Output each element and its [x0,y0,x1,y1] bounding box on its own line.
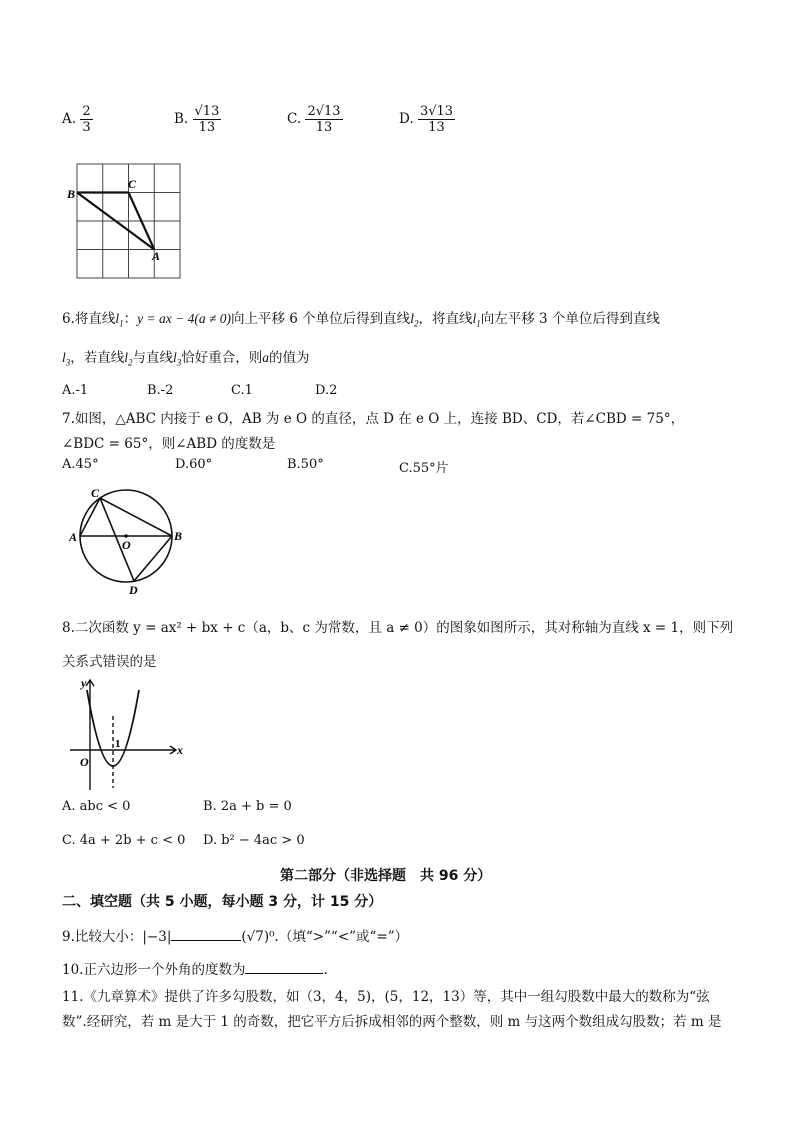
q8-line1: 8.二次函数 y = ax² + bx + c（a，b、c 为常数，且 a ≠ 0）的图象如图所示，其对称轴为直线 x = 1，则下列 [62,620,734,636]
q10-end: . [323,962,328,978]
q9-prefix: 9.比较大小：|−3| [62,929,172,945]
option-label: D. [399,111,414,127]
q6-text: 向左平移 3 个单位后得到直线 [480,311,660,327]
vertex-label-b: B [67,187,76,201]
l2-symbol: $l_2$ [124,350,133,368]
l1-symbol: $l_1$ [115,311,124,329]
l3-symbol: $l_3$ [173,350,182,368]
section-heading: 二、填空题（共 5 小题，每小题 3 分，计 15 分） [62,894,383,910]
q6-text: ，将直线 [418,311,473,327]
q8-option-d: D. b² − 4ac > 0 [203,833,305,848]
option-label: B. [174,111,189,127]
q6-option-a: A.-1 [62,383,89,398]
l1-symbol: $l_1$ [472,311,481,329]
part-two-title: 第二部分（非选择题 共 96 分） [280,868,492,884]
q5-option-b [174,104,221,135]
grid-triangle-figure [64,160,184,282]
parabola-figure [64,672,186,794]
q6-text: ： [123,311,138,327]
fraction: $\frac{2}{3}$ [82,104,91,135]
q11-line2: 数”.经研究，若 m 是大于 1 的奇数，把它平方后拆成相邻的两个整数，则 m 与这两个数组成勾股数；若 m 是 [62,1014,722,1030]
axis-label-x: x [177,743,183,757]
q11-line1: 11.《九章算术》提供了许多勾股数，如（3，4，5)，(5，12，13）等，其中一组勾股数中最大的数称为“弦 [62,989,710,1005]
q6-text: 与直线 [132,350,174,366]
q7-option-a: A.45° [62,457,99,472]
q6-text: 恰好重合，则 [181,350,263,366]
answer-blank[interactable] [245,961,323,974]
q8-option-a: A. abc < 0 [62,799,131,814]
circle-figure [64,482,186,598]
q9-expression: (√7)⁰ [241,929,275,945]
vertex-label-a: A [152,249,161,263]
q7-line1: 7.如图，△ABC 内接于 e O，AB 为 e O 的直径，点 D 在 e O 上，连接 BD、CD，若∠CBD = 75°， [62,411,685,427]
vertex-label-c: C [91,486,100,500]
q7-line2: ∠BDC = 65°，则∠ABD 的度数是 [62,436,276,452]
fraction: $\frac{√13}{13}$ [194,104,220,135]
q6-equation: y = ax − 4(a ≠ 0) [137,311,232,326]
l2-symbol: $l_2$ [410,311,419,329]
variable-a: a [262,350,270,365]
answer-blank[interactable] [171,928,241,941]
option-label: C. [287,111,302,127]
q5-option-a [62,104,93,135]
q5-option-d [399,104,455,135]
fraction: $\frac{3√13}{13}$ [419,104,454,135]
q8-line2: 关系式错误的是 [62,654,157,670]
center-label-o: O [122,538,131,552]
q7-option-b: B.50° [287,457,324,472]
q5-option-c [287,104,343,135]
q10-text: 10.正六边形一个外角的度数为 [62,962,246,978]
origin-label-o: O [80,755,89,769]
q6-text: 的值为 [269,350,310,366]
q8-option-b: B. 2a + b = 0 [203,799,292,814]
vertex-label-d: D [129,583,138,597]
option-label: A. [62,111,77,127]
axis-label-y: y [81,676,87,690]
q7-option-d: D.60° [175,457,213,472]
q6-option-d: D.2 [315,383,338,398]
q6-option-b: B.-2 [147,383,174,398]
tick-label-1: 1 [115,738,121,750]
q6-text: 向上平移 6 个单位后得到直线 [231,311,411,327]
q6-option-c: C.1 [231,383,253,398]
vertex-label-c: C [128,177,137,191]
q8-option-c: C. 4a + 2b + c < 0 [62,833,186,848]
q9-line [62,925,408,945]
l3-symbol: $l_3$ [62,350,71,368]
q10-line [62,958,328,978]
q6-text: ，若直线 [70,350,125,366]
vertex-label-a: A [69,530,78,544]
q6-line1 [62,307,660,329]
q6-text: 6.将直线 [62,311,116,327]
fraction: $\frac{2√13}{13}$ [307,104,341,135]
q6-line2 [62,346,310,368]
q7-option-c: C.55°片 [399,461,449,476]
q9-suffix: .（填“>”“<”或“=”） [274,929,409,945]
vertex-label-b: B [174,529,183,543]
